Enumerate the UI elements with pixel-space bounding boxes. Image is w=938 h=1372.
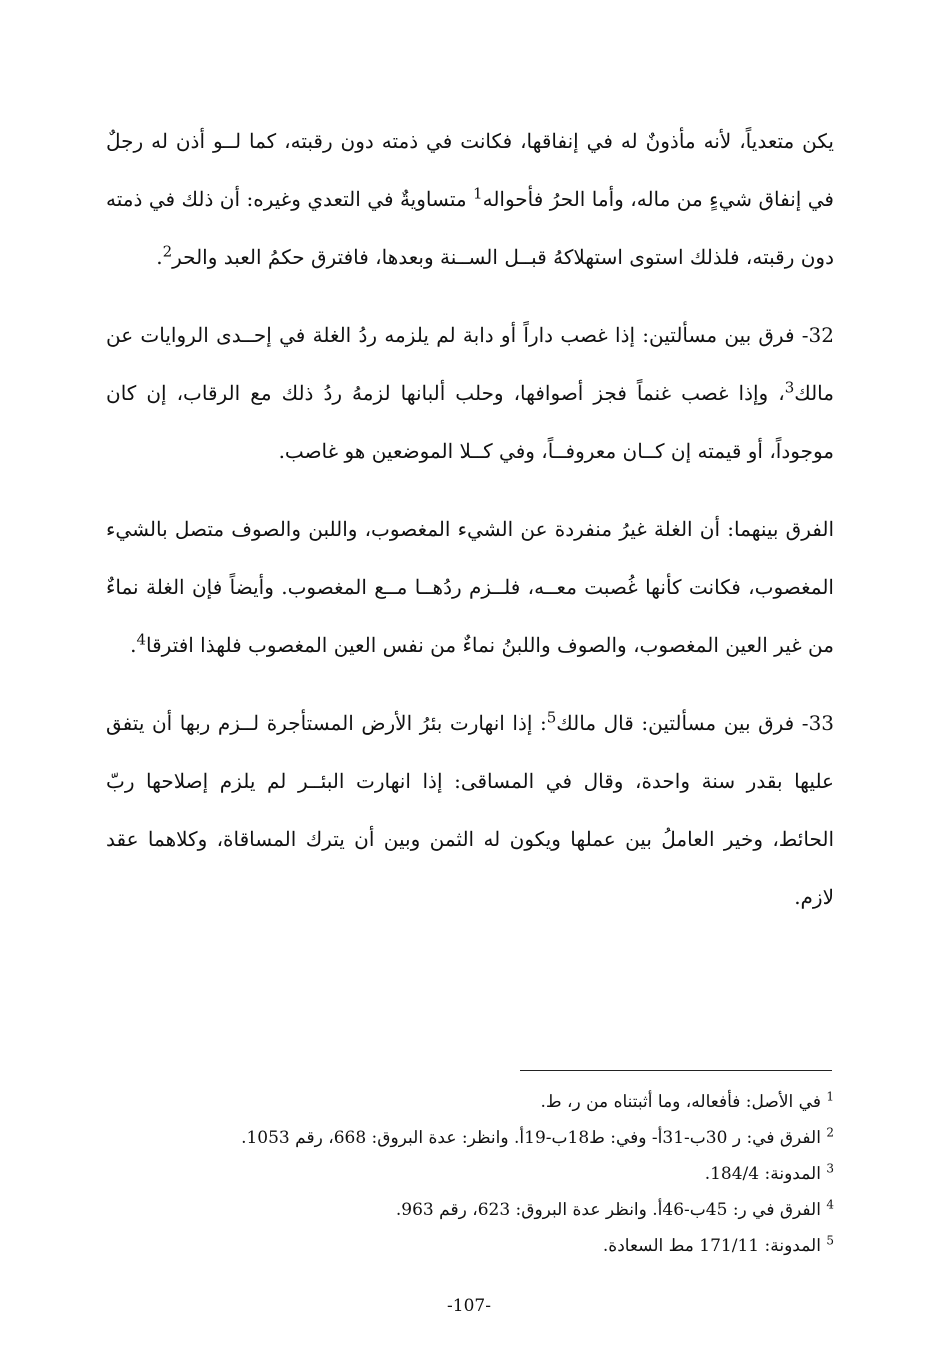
- footnote-ref-3[interactable]: 3: [784, 378, 795, 397]
- footnote-ref-5[interactable]: 5: [546, 708, 557, 727]
- text-segment: الفرق بينهما: أن الغلة غيرُ منفردة عن الشيء المغصوب، واللبن والصوف متصل بالشيء المغصوب، فكانت كأنها غُصبت معــه، فلــزم ردُهــا مــع المغصوب. وأيضاً فإن الغلة نماءٌ من غير العين المغصوب، والصوف واللبنُ نماءٌ من نفس العين المغصوب فلهذا افترقا: [106, 517, 834, 657]
- footnote-text: الفرق في: ر 30ب-31أ- وفي: ط18ب-19أ. وانظر: عدة البروق: 668، رقم 1053.: [241, 1128, 821, 1148]
- paragraph-1: [106, 112, 834, 286]
- paragraph-2: [106, 306, 834, 480]
- footnote-ref-1[interactable]: 1: [473, 184, 483, 203]
- paragraph-3: [106, 500, 834, 674]
- footnote-3: [106, 1156, 834, 1192]
- text-segment: .: [156, 245, 163, 269]
- footnote-number: 4: [826, 1197, 834, 1212]
- footnote-ref-2[interactable]: 2: [162, 242, 173, 261]
- text-segment: .: [130, 633, 137, 657]
- page-number: -107-: [447, 1296, 491, 1316]
- body-text: [106, 112, 834, 946]
- footnote-number: 1: [826, 1089, 834, 1104]
- footnote-number: 3: [826, 1161, 834, 1176]
- footnote-2: [106, 1120, 834, 1156]
- text-segment: 32- فرق بين مسألتين: إذا غصب داراً أو دابة لم يلزمه ردُ الغلة في إحــدى الروايات عن مالك: [106, 323, 834, 405]
- footnote-separator: [520, 1070, 832, 1071]
- footnote-ref-4[interactable]: 4: [136, 630, 146, 649]
- footnote-text: المدونة: 184/4.: [704, 1164, 821, 1184]
- text-segment: 33- فرق بين مسألتين: قال مالك: [556, 711, 835, 735]
- footnote-4: [106, 1192, 834, 1228]
- footnote-5: [106, 1228, 834, 1264]
- text-segment: ، وإذا غصب غنماً فجز أصوافها، وحلب ألبانها لزمهُ ردُ ذلك مع الرقاب، إن كان موجوداً، أو قيمته إن كــان معروفــاً، وفي كــلا الموضعين هو غاصب.: [106, 381, 834, 463]
- text-segment: متساويةٌ في التعدي وغيره: أن ذلك في ذمته دون رقبته، فلذلك استوى استهلاكهُ قبــل الســنة وبعدها، فافترق حكمُ العبد والحر: [106, 187, 834, 269]
- text-segment: : إذا انهارت بئرُ الأرض المستأجرة لــزم ربها أن يتفق عليها بقدر سنة واحدة، وقال في المساقى: إذا انهارت البئــر لم يلزم إصلاحها ربّ الحائط، وخير العاملُ بين عملها ويكون له الثمن وبين أن يترك المساقاة، وكلاهما عقد لازم.: [106, 711, 834, 909]
- paragraph-4: [106, 694, 834, 926]
- footnote-text: الفرق في ر: 45ب-46أ. وانظر عدة البروق: 623، رقم 963.: [395, 1200, 821, 1220]
- footnote-text: المدونة: 171/11 مط السعادة.: [602, 1236, 821, 1256]
- footnote-1: [106, 1084, 834, 1120]
- footnotes: [106, 1084, 834, 1264]
- text-segment: يكن متعدياً، لأنه مأذونٌ له في إنفاقها، فكانت في ذمته دون رقبته، كما لــو أذن له رجلٌ في إنفاق شيءٍ من ماله، وأما الحرُ فأحواله: [106, 129, 834, 211]
- footnote-number: 5: [826, 1233, 834, 1248]
- footnote-text: في الأصل: فأفعاله، وما أثبتناه من ر، ط.: [540, 1092, 821, 1112]
- footnote-number: 2: [826, 1125, 834, 1140]
